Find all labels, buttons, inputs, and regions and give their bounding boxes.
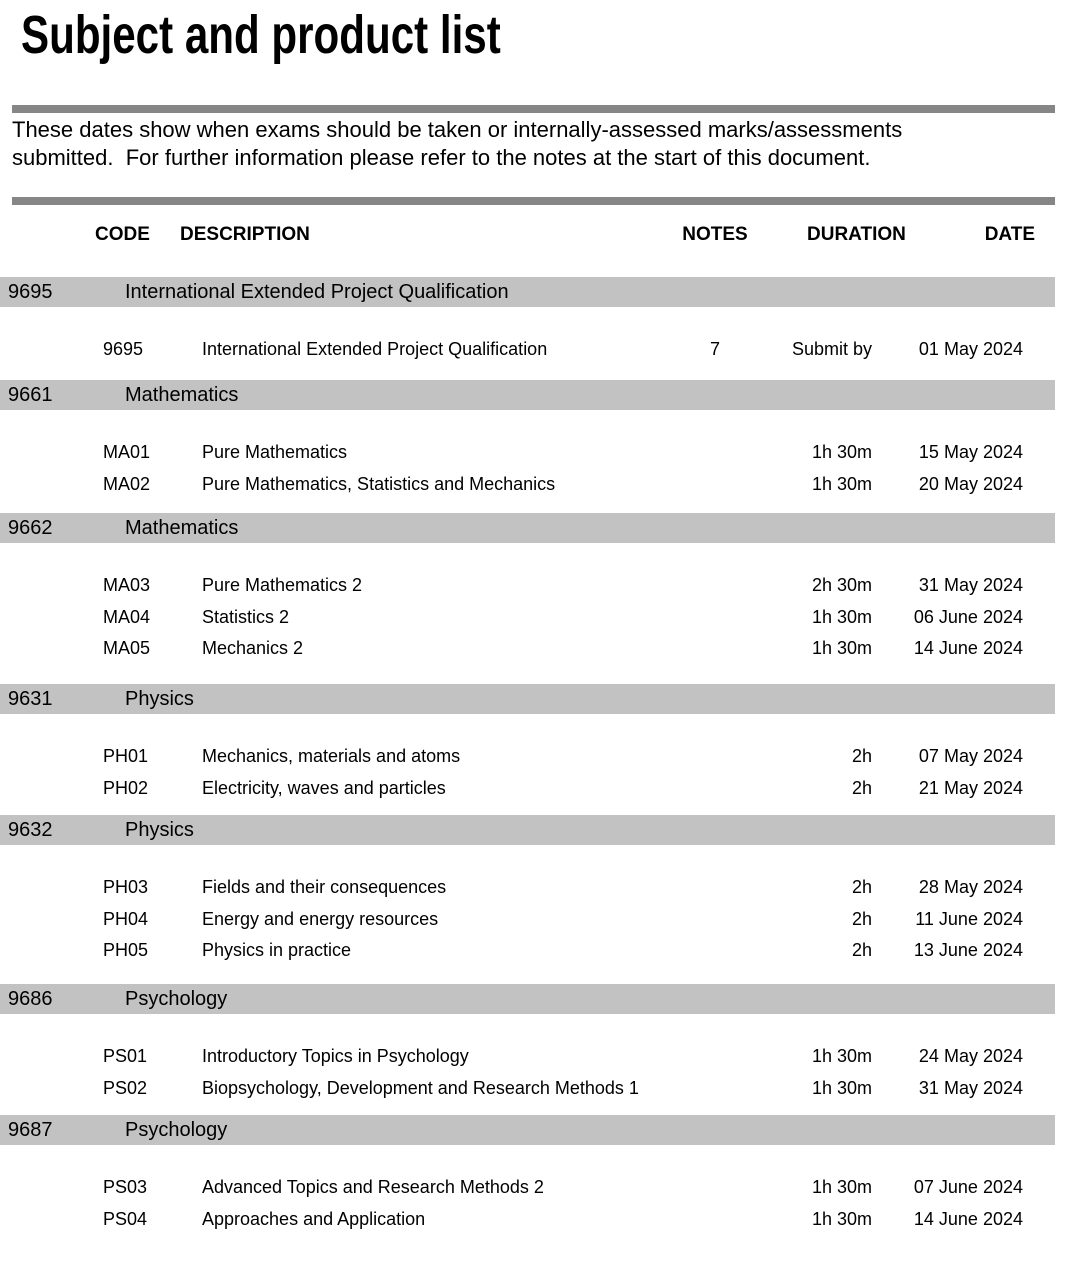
section-title: Mathematics bbox=[125, 384, 239, 406]
row-date: 14 June 2024 bbox=[913, 638, 1023, 658]
table-row bbox=[0, 1208, 1080, 1230]
section-header-bar bbox=[0, 684, 1055, 714]
table-row bbox=[0, 777, 1080, 799]
row-description: Mechanics, materials and atoms bbox=[202, 746, 461, 766]
divider-bottom bbox=[12, 197, 1055, 205]
row-description: Fields and their consequences bbox=[202, 877, 447, 897]
table-header-row bbox=[0, 224, 1080, 248]
row-code: PH05 bbox=[103, 940, 149, 960]
row-description: Pure Mathematics bbox=[202, 442, 348, 462]
row-code: MA01 bbox=[103, 442, 151, 462]
intro-line-1: These dates show when exams should be taken or internally-assessed marks/assessments bbox=[12, 117, 903, 142]
intro-line-2: submitted. For further information please refer to the notes at the start of this document. bbox=[12, 145, 871, 170]
section-header-bar bbox=[0, 277, 1055, 307]
row-date: 31 May 2024 bbox=[918, 575, 1023, 595]
row-date: 28 May 2024 bbox=[918, 877, 1023, 897]
row-code: 9695 bbox=[103, 339, 144, 359]
row-date: 14 June 2024 bbox=[913, 1209, 1023, 1229]
row-date: 11 June 2024 bbox=[915, 909, 1023, 929]
table-row bbox=[0, 1077, 1080, 1099]
section-header-bar bbox=[0, 1115, 1055, 1145]
table-row bbox=[0, 637, 1080, 659]
row-code: PH03 bbox=[103, 877, 149, 897]
row-duration: Submit by bbox=[791, 339, 872, 359]
row-description: Physics in practice bbox=[202, 940, 352, 960]
row-date: 07 June 2024 bbox=[913, 1177, 1023, 1197]
table-row bbox=[0, 606, 1080, 628]
page-title: Subject and product list bbox=[21, 5, 501, 65]
row-description: Mechanics 2 bbox=[202, 638, 304, 658]
row-duration: 1h 30m bbox=[811, 442, 872, 462]
row-date: 21 May 2024 bbox=[918, 778, 1023, 798]
row-notes: 7 bbox=[709, 339, 720, 359]
row-description: Pure Mathematics, Statistics and Mechanics bbox=[202, 474, 556, 494]
row-duration: 1h 30m bbox=[811, 1209, 872, 1229]
row-duration: 2h 30m bbox=[811, 575, 872, 595]
table-row bbox=[0, 574, 1080, 596]
table-row bbox=[0, 939, 1080, 961]
row-duration: 1h 30m bbox=[811, 638, 872, 658]
section-code: 9662 bbox=[8, 517, 53, 539]
section-title: Psychology bbox=[125, 988, 228, 1010]
section-code: 9661 bbox=[8, 384, 53, 406]
divider-top bbox=[12, 105, 1055, 113]
header-description: DESCRIPTION bbox=[180, 224, 310, 245]
table-row bbox=[0, 338, 1080, 360]
row-date: 20 May 2024 bbox=[918, 474, 1023, 494]
section-code: 9632 bbox=[8, 819, 53, 841]
section-code: 9631 bbox=[8, 688, 53, 710]
row-duration: 1h 30m bbox=[811, 607, 872, 627]
row-code: PH02 bbox=[103, 778, 149, 798]
row-description: Advanced Topics and Research Methods 2 bbox=[202, 1177, 544, 1197]
row-duration: 2h bbox=[851, 877, 872, 897]
row-duration: 2h bbox=[851, 909, 872, 929]
row-description: Biopsychology, Development and Research Methods 1 bbox=[202, 1078, 639, 1098]
row-date: 06 June 2024 bbox=[913, 607, 1023, 627]
row-description: Statistics 2 bbox=[202, 607, 290, 627]
row-date: 24 May 2024 bbox=[918, 1046, 1023, 1066]
header-duration: DURATION bbox=[807, 224, 906, 245]
row-date: 15 May 2024 bbox=[918, 442, 1023, 462]
row-code: PH04 bbox=[103, 909, 149, 929]
section-title: Physics bbox=[125, 688, 194, 710]
row-duration: 1h 30m bbox=[811, 1078, 872, 1098]
row-description: Introductory Topics in Psychology bbox=[202, 1046, 469, 1066]
header-notes: NOTES bbox=[682, 224, 748, 245]
section-header-bar bbox=[0, 380, 1055, 410]
row-duration: 1h 30m bbox=[811, 1046, 872, 1066]
row-code: MA04 bbox=[103, 607, 151, 627]
table-row bbox=[0, 745, 1080, 767]
row-description: International Extended Project Qualification bbox=[202, 339, 548, 359]
row-duration: 1h 30m bbox=[811, 474, 872, 494]
section-title: International Extended Project Qualification bbox=[125, 281, 509, 303]
row-description: Electricity, waves and particles bbox=[202, 778, 446, 798]
table-row bbox=[0, 908, 1080, 930]
table-row bbox=[0, 473, 1080, 495]
row-duration: 2h bbox=[851, 778, 872, 798]
table-row bbox=[0, 1045, 1080, 1067]
section-title: Psychology bbox=[125, 1119, 228, 1141]
row-date: 31 May 2024 bbox=[918, 1078, 1023, 1098]
section-title: Mathematics bbox=[125, 517, 239, 539]
row-code: PS02 bbox=[103, 1078, 148, 1098]
table-row bbox=[0, 876, 1080, 898]
row-code: MA02 bbox=[103, 474, 151, 494]
table-row bbox=[0, 1176, 1080, 1198]
row-code: MA05 bbox=[103, 638, 151, 658]
section-code: 9687 bbox=[8, 1119, 53, 1141]
row-duration: 2h bbox=[851, 746, 872, 766]
row-description: Energy and energy resources bbox=[202, 909, 439, 929]
row-duration: 2h bbox=[851, 940, 872, 960]
row-code: PS03 bbox=[103, 1177, 148, 1197]
table-row bbox=[0, 441, 1080, 463]
row-code: PS04 bbox=[103, 1209, 148, 1229]
row-code: PS01 bbox=[103, 1046, 148, 1066]
row-date: 01 May 2024 bbox=[918, 339, 1023, 359]
row-date: 07 May 2024 bbox=[918, 746, 1023, 766]
row-duration: 1h 30m bbox=[811, 1177, 872, 1197]
row-code: PH01 bbox=[103, 746, 149, 766]
section-code: 9695 bbox=[8, 281, 53, 303]
section-header-bar bbox=[0, 815, 1055, 845]
section-header-bar bbox=[0, 513, 1055, 543]
row-description: Approaches and Application bbox=[202, 1209, 426, 1229]
row-description: Pure Mathematics 2 bbox=[202, 575, 363, 595]
section-header-bar bbox=[0, 984, 1055, 1014]
header-date: DATE bbox=[984, 224, 1035, 245]
section-code: 9686 bbox=[8, 988, 53, 1010]
intro-text bbox=[12, 116, 1042, 172]
header-code: CODE bbox=[95, 224, 150, 245]
row-date: 13 June 2024 bbox=[913, 940, 1023, 960]
row-code: MA03 bbox=[103, 575, 151, 595]
section-title: Physics bbox=[125, 819, 194, 841]
